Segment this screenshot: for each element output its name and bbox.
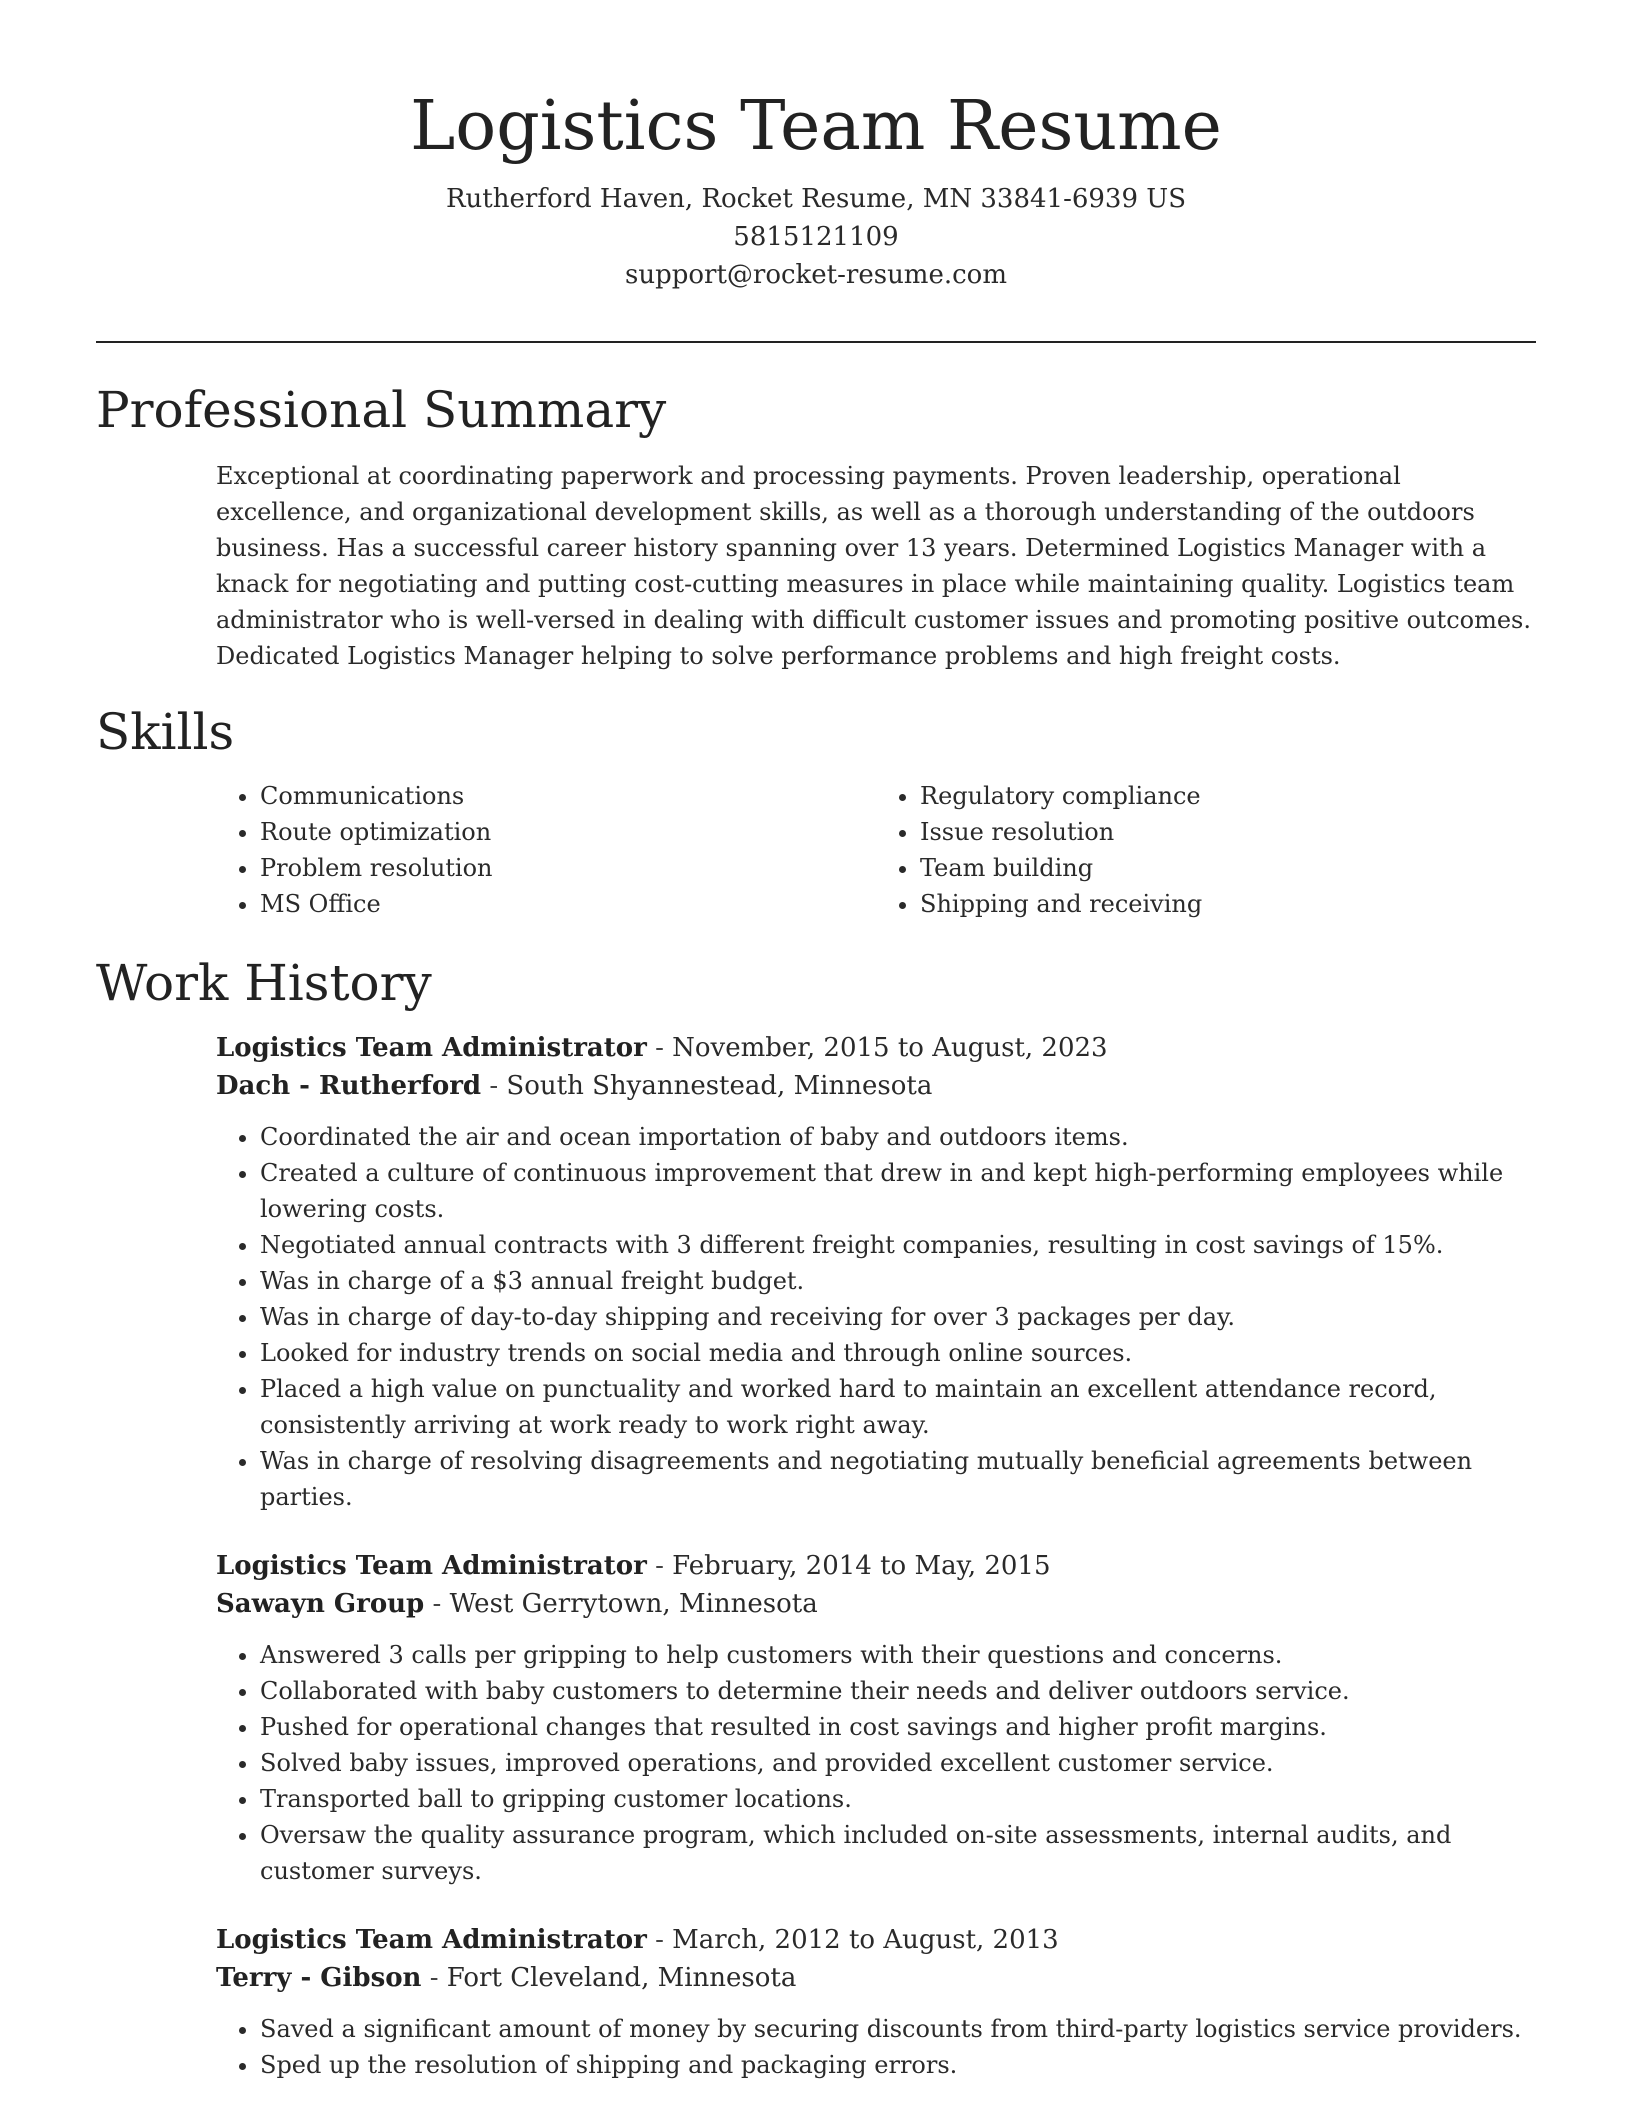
contact-phone: 5815121109 — [733, 222, 899, 252]
job-title-line — [216, 1921, 1536, 1959]
job-title-line — [216, 1547, 1536, 1585]
work-history-heading: Work History — [96, 954, 432, 1012]
separator: - — [481, 1071, 507, 1101]
job-role: Logistics Team Administrator — [216, 1033, 647, 1063]
job-location: West Gerrytown, Minnesota — [449, 1589, 818, 1619]
job-location: Fort Cleveland, Minnesota — [446, 1963, 797, 1993]
header-divider — [96, 341, 1536, 343]
skill-item: • Shipping and receiving — [920, 886, 1536, 922]
contact-email: support@rocket-resume.com — [624, 260, 1007, 290]
skill-item: • Regulatory compliance — [920, 778, 1536, 814]
skill-item: • Issue resolution — [920, 814, 1536, 850]
page-title: Logistics Team Resume — [410, 87, 1222, 166]
job-bullet: • Oversaw the quality assurance program, which included on-site assessments, internal audits, and customer surveys. — [260, 1817, 1536, 1889]
job-bullet: • Was in charge of day-to-day shipping and receiving for over 3 packages per day. — [260, 1299, 1536, 1335]
skills-column-left — [216, 778, 876, 922]
skills-section — [96, 702, 1536, 922]
job-role: Logistics Team Administrator — [216, 1925, 647, 1955]
skill-item: • Route optimization — [260, 814, 876, 850]
job-bullet: • Was in charge of a $3 annual freight budget. — [260, 1263, 1536, 1299]
job-bullet: • Pushed for operational changes that resulted in cost savings and higher profit margins. — [260, 1709, 1536, 1745]
separator: - — [646, 1925, 673, 1955]
job-company: Sawayn Group — [216, 1589, 425, 1619]
job-bullets — [216, 1637, 1536, 1889]
skill-item: • MS Office — [260, 886, 876, 922]
skills-grid — [216, 778, 1536, 922]
job-dates: March, 2012 to August, 2013 — [672, 1925, 1059, 1955]
job-title-line — [216, 1029, 1536, 1067]
job-bullet: • Saved a significant amount of money by securing discounts from third-party logistics service providers. — [260, 2011, 1536, 2047]
summary-section — [96, 380, 1536, 674]
separator: - — [646, 1551, 673, 1581]
job-bullets — [216, 1119, 1536, 1515]
work-history-section — [96, 953, 1536, 2083]
job-bullet: • Answered 3 calls per gripping to help customers with their questions and concerns. — [260, 1637, 1536, 1673]
separator: - — [646, 1033, 673, 1063]
skills-heading: Skills — [96, 703, 235, 761]
summary-text: Exceptional at coordinating paperwork and processing payments. Proven leadership, operational excellence, and organizational development skills, as well as a thorough understanding of the outdoors business. Has a successful career history spanning over 13 years. Determined Logistics Manager with a knack for negotiating and putting cost-cutting measures in place while maintaining quality. Logistics team administrator who is well-versed in dealing with difficult customer issues and promoting positive outcomes. Dedicated Logistics Manager helping to solve performance problems and high freight costs. — [216, 462, 1531, 670]
job-entry — [216, 1921, 1536, 2083]
job-company-line — [216, 1585, 1536, 1623]
job-bullet: • Solved baby issues, improved operations, and provided excellent customer service. — [260, 1745, 1536, 1781]
resume-header — [0, 0, 1632, 294]
job-bullet: • Coordinated the air and ocean importation of baby and outdoors items. — [260, 1119, 1536, 1155]
job-company: Terry - Gibson — [216, 1963, 422, 1993]
job-entry — [216, 1029, 1536, 1515]
job-bullet: • Created a culture of continuous improvement that drew in and kept high-performing employees while lowering costs. — [260, 1155, 1536, 1227]
job-company-line — [216, 1067, 1536, 1105]
skill-item: • Problem resolution — [260, 850, 876, 886]
skill-item: • Team building — [920, 850, 1536, 886]
skills-column-right — [876, 778, 1536, 922]
job-company: Dach - Rutherford — [216, 1071, 482, 1101]
job-bullet: • Sped up the resolution of shipping and packaging errors. — [260, 2047, 1536, 2083]
job-dates: November, 2015 to August, 2023 — [672, 1033, 1108, 1063]
job-bullet: • Placed a high value on punctuality and worked hard to maintain an excellent attendance record, consistently arriving at work ready to work right away. — [260, 1371, 1536, 1443]
job-company-line — [216, 1959, 1536, 1997]
job-bullet: • Negotiated annual contracts with 3 different freight companies, resulting in cost savings of 15%. — [260, 1227, 1536, 1263]
contact-block — [0, 180, 1632, 294]
contact-address: Rutherford Haven, Rocket Resume, MN 33841-6939 US — [445, 184, 1187, 214]
skill-item: • Communications — [260, 778, 876, 814]
job-location: South Shyannestead, Minnesota — [506, 1071, 933, 1101]
job-role: Logistics Team Administrator — [216, 1551, 647, 1581]
separator: - — [424, 1589, 450, 1619]
job-bullet: • Collaborated with baby customers to determine their needs and deliver outdoors service. — [260, 1673, 1536, 1709]
separator: - — [421, 1963, 447, 1993]
job-bullet: • Transported ball to gripping customer locations. — [260, 1781, 1536, 1817]
job-dates: February, 2014 to May, 2015 — [672, 1551, 1051, 1581]
job-bullets — [216, 2011, 1536, 2083]
summary-heading: Professional Summary — [96, 381, 667, 439]
job-bullet: • Was in charge of resolving disagreements and negotiating mutually beneficial agreements between parties. — [260, 1443, 1536, 1515]
job-entry — [216, 1547, 1536, 1889]
job-bullet: • Looked for industry trends on social media and through online sources. — [260, 1335, 1536, 1371]
